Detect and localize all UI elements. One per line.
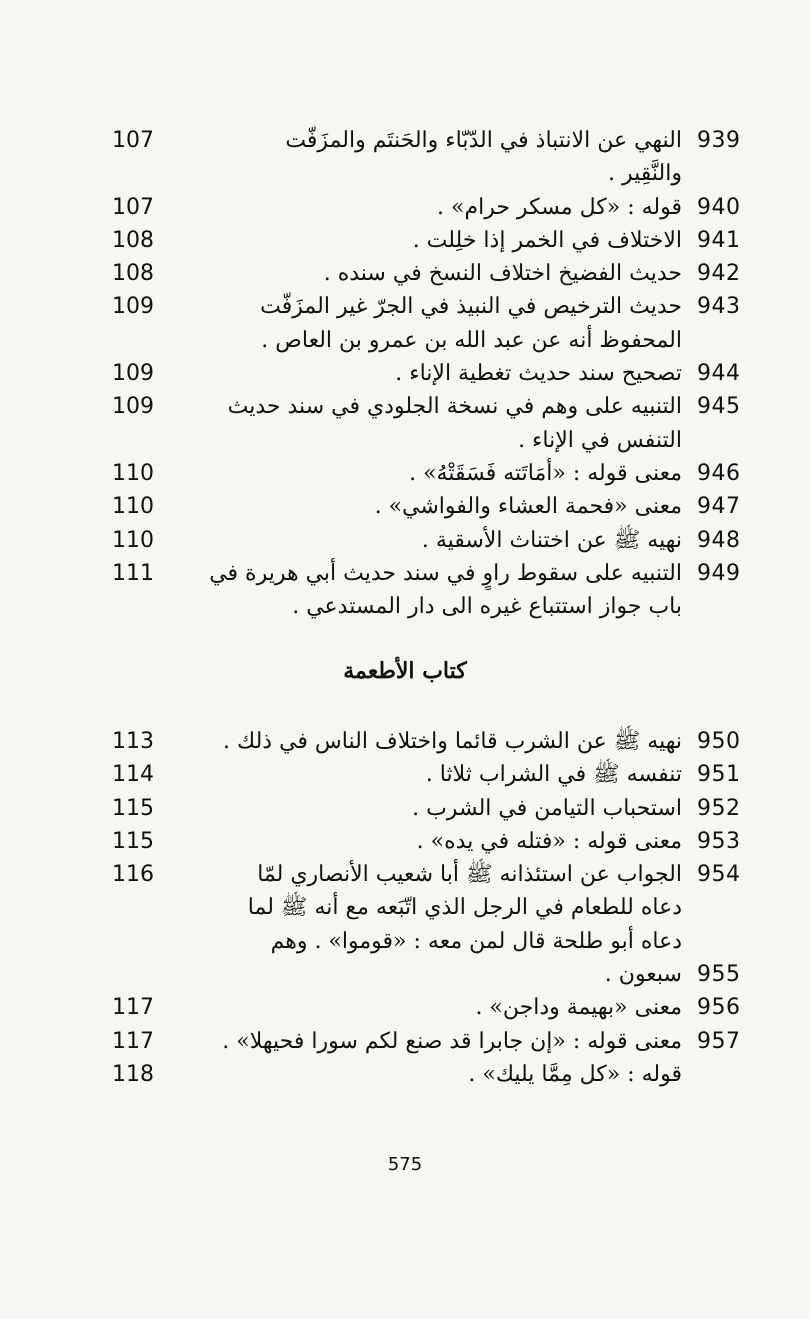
- section-title: كتاب الأطعمة: [343, 658, 467, 684]
- index-entry: [0, 1025, 810, 1058]
- entry-title: معنى قوله : «أَمَاتَته فَسَقَتْهُ» .: [409, 460, 682, 486]
- entry-title: معنى قوله : «فتله في يده» .: [416, 828, 682, 854]
- entry-title: باب جواز استتباع غيره الى دار المستدعي .: [292, 594, 682, 620]
- entry-page: 113: [112, 729, 154, 754]
- index-entry: [0, 157, 810, 190]
- index-entry: [0, 1058, 810, 1091]
- index-entry: [0, 324, 810, 357]
- index-entry: [0, 524, 810, 557]
- entry-number: 941: [697, 227, 741, 253]
- entry-number: 944: [697, 361, 741, 387]
- index-list-drinks: [0, 124, 810, 623]
- index-entry: [0, 991, 810, 1024]
- entry-page: 115: [112, 795, 154, 821]
- entry-title: استحباب التيامن في الشرب .: [412, 795, 682, 821]
- page-number: 575: [387, 1154, 423, 1175]
- entry-page: 108: [112, 227, 154, 253]
- entry-title: تنفسه ﷺ في الشراب ثلاثا .: [425, 762, 682, 788]
- entry-number: 946: [697, 460, 741, 486]
- entry-title: نهيه ﷺ عن اختناث الأسقية .: [421, 527, 682, 553]
- entry-title: دعاه للطعام في الرجل الذي اتّبَعه مع أنه ﷺ لما: [247, 895, 682, 921]
- entry-number: 956: [697, 995, 741, 1021]
- entry-number: 940: [697, 194, 741, 220]
- entry-page: 108: [112, 261, 154, 287]
- entry-title: معنى «بهيمة وداجن» .: [475, 995, 682, 1021]
- entry-number: 954: [697, 862, 741, 888]
- index-entry: [0, 958, 810, 991]
- entry-number: 945: [697, 394, 741, 420]
- entry-number: 948: [697, 527, 741, 553]
- index-entry: [0, 457, 810, 490]
- entry-page: 109: [112, 394, 154, 420]
- index-entry: [0, 357, 810, 390]
- entry-title: قوله : «كل مسكر حرام» .: [437, 194, 682, 220]
- entry-page: 107: [112, 194, 154, 220]
- entry-number: 953: [697, 828, 741, 854]
- index-entry: [0, 257, 810, 290]
- entry-number: 939: [697, 128, 741, 153]
- entry-page: 109: [112, 361, 154, 387]
- entry-title: معنى قوله : «إن جابرا قد صنع لكم سورا فحيهلا» .: [222, 1028, 682, 1054]
- entry-page: 111: [112, 560, 154, 586]
- entry-number: 955: [697, 962, 741, 988]
- index-entry: [0, 557, 810, 590]
- entry-number: 949: [697, 560, 741, 586]
- entry-page: 107: [112, 128, 154, 153]
- entry-number: 943: [697, 294, 741, 320]
- entry-title: معنى «فحمة العشاء والفواشي» .: [374, 494, 682, 520]
- entry-title: نهيه ﷺ عن الشرب قائما واختلاف الناس في ذلك .: [223, 729, 682, 754]
- entry-page: 117: [112, 995, 154, 1021]
- index-entry: [0, 758, 810, 791]
- index-entry: [0, 290, 810, 323]
- index-entry: [0, 390, 810, 423]
- entry-number: 942: [697, 261, 741, 287]
- entry-number: 950: [697, 729, 741, 754]
- entry-page: 116: [112, 862, 154, 888]
- index-entry: [0, 124, 810, 157]
- index-entry: [0, 792, 810, 825]
- index-entry: [0, 424, 810, 457]
- index-entry: [0, 191, 810, 224]
- entry-page: 110: [112, 460, 154, 486]
- entry-page: 118: [112, 1061, 154, 1087]
- entry-title: التنبيه على سقوط راوٍ في سند حديث أبي هريرة في: [209, 560, 682, 586]
- entry-title: دعاه أبو طلحة قال لمن معه : «قوموا» . وهم: [270, 928, 682, 954]
- index-entry: [0, 590, 810, 623]
- index-entry: [0, 858, 810, 891]
- index-entry: [0, 490, 810, 523]
- entry-page: 110: [112, 494, 154, 520]
- entry-title: المحفوظ أنه عن عبد الله بن عمرو بن العاص .: [261, 327, 682, 353]
- index-entry: [0, 891, 810, 924]
- entry-title: تصحيح سند حديث تغطية الإناء .: [395, 361, 682, 387]
- entry-number: 951: [697, 762, 741, 788]
- index-entry: [0, 925, 810, 958]
- entry-page: 115: [112, 828, 154, 854]
- entry-number: 957: [697, 1028, 741, 1054]
- entry-title: والنَّقِير .: [608, 161, 682, 187]
- entry-number: 952: [697, 795, 741, 821]
- entry-title: حديث الفضيخ اختلاف النسخ في سنده .: [323, 261, 682, 287]
- entry-title: التنفس في الإناء .: [518, 427, 682, 453]
- entry-number: 947: [697, 494, 741, 520]
- index-entry: [0, 224, 810, 257]
- entry-title: الجواب عن استئذانه ﷺ أبا شعيب الأنصاري لمّا: [257, 862, 682, 888]
- entry-title: قوله : «كل مِمَّا يليك» .: [468, 1061, 682, 1087]
- entry-title: الاختلاف في الخمر إذا خلِلت .: [412, 227, 682, 253]
- entry-title: النهي عن الانتباذ في الدّبّاء والحَنتَم والمزَفّت: [285, 128, 682, 153]
- entry-page: 110: [112, 527, 154, 553]
- entry-page: 109: [112, 294, 154, 320]
- index-list-foods: [0, 725, 810, 1091]
- entry-page: 117: [112, 1028, 154, 1054]
- index-entry: [0, 725, 810, 758]
- entry-page: 114: [112, 762, 154, 788]
- entry-title: سبعون .: [604, 962, 682, 988]
- entry-title: التنبيه على وهم في نسخة الجلودي في سند حديث: [227, 394, 682, 420]
- index-entry: [0, 825, 810, 858]
- entry-title: حديث الترخيص في النبيذ في الجرّ غير المزَفّت: [260, 294, 682, 320]
